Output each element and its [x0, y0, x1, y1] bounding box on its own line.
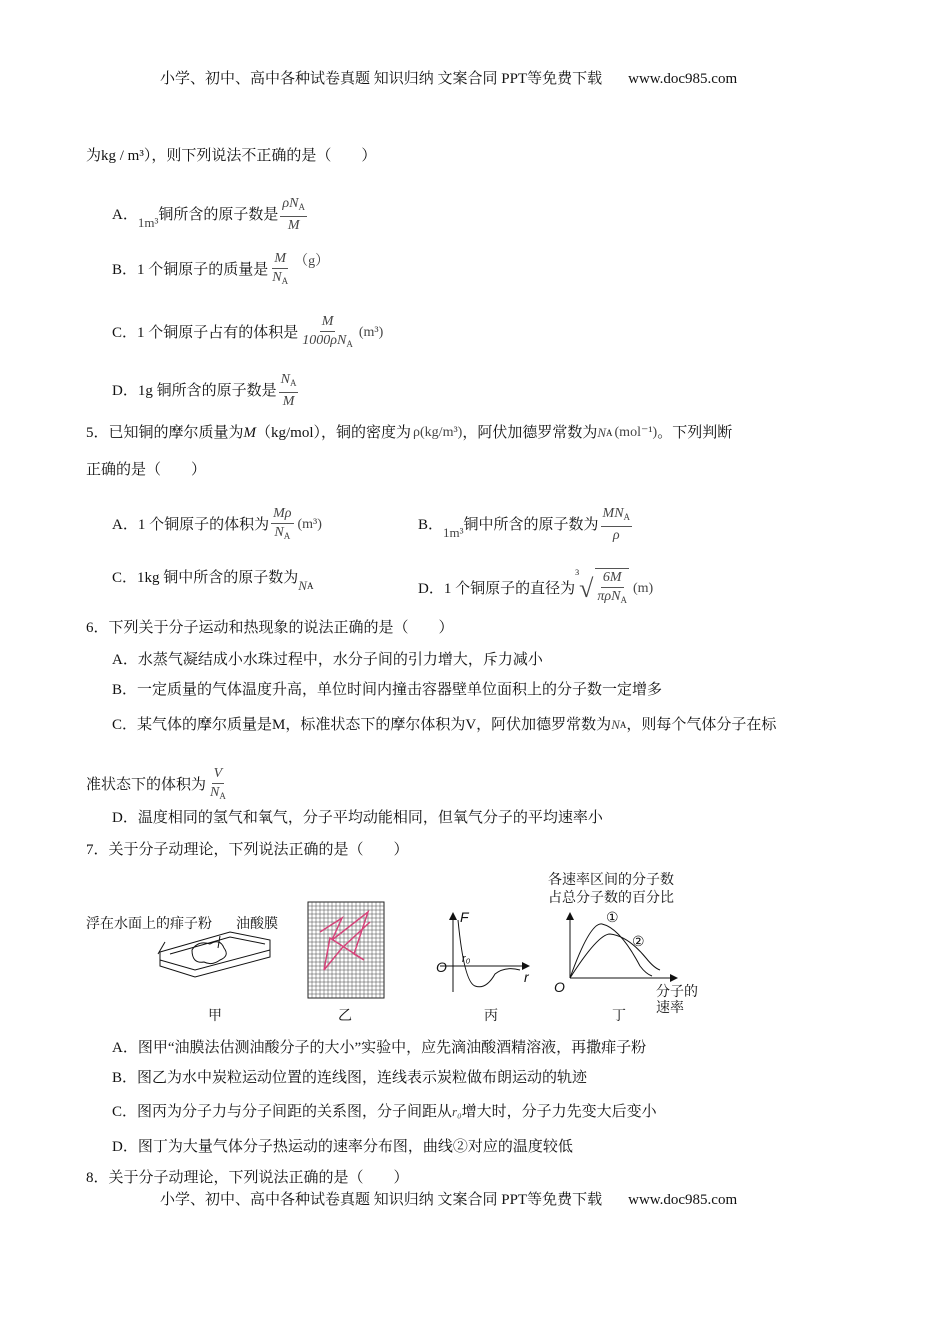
- q6-option-b: B．一定质量的气体温度升高，单位时间内撞击容器壁单位面积上的分子数一定增多: [112, 682, 663, 698]
- q5-option-a: A． 1 个铜原子的体积为 $\frac{M\rho}{N_A}$ (m³): [112, 506, 322, 541]
- page-footer: [160, 1190, 737, 1210]
- svg-text:O: O: [554, 979, 565, 995]
- header-site: www.doc985.com: [628, 71, 738, 87]
- svg-text:丙: 丙: [484, 1007, 498, 1023]
- q5-option-b: B． 1m³ 铜中所含的原子数为 $\frac{MN_A}{\rho}$: [418, 506, 631, 543]
- q4-stem-tail: 为kg / m³），则下列说法不正确的是（ ）: [86, 148, 377, 164]
- q4-option-c: C． 1 个铜原子占有的体积是 $\frac{M}{1000\rho N_A}$ (m³): [112, 314, 384, 349]
- q5-stem-line2: 正确的是（ ）: [86, 462, 207, 478]
- q8-stem: 8．关于分子动理论，下列说法正确的是（ ）: [86, 1170, 409, 1186]
- q6-option-d: D．温度相同的氢气和氧气，分子平均动能相同，但氧气分子的平均速率小: [112, 810, 603, 826]
- svg-text:乙: 乙: [338, 1007, 352, 1023]
- q4-option-d: D． 1g 铜所含的原子数是 $\frac{N_A}{M}$: [112, 372, 297, 409]
- svg-text:①: ①: [606, 909, 619, 925]
- svg-text:O: O: [436, 959, 447, 975]
- q5-option-d: D． 1 个铜原子的直径为 3 √ $\frac{6M}{\pi\rho N_A}$ (m): [418, 568, 653, 609]
- figure-bing: [436, 909, 530, 1023]
- svg-text:分子的: 分子的: [656, 983, 698, 999]
- q7-option-b: B．图乙为水中炭粒运动位置的连线图，连线表示炭粒做布朗运动的轨迹: [112, 1070, 588, 1086]
- q4-option-b: B． 1 个铜原子的质量是 $\frac{M}{N_A}$ （g）: [112, 251, 330, 286]
- q5-option-c: C． 1kg 铜中所含的原子数为 N A: [112, 570, 314, 593]
- q6-stem: 6．下列关于分子运动和热现象的说法正确的是（ ）: [86, 620, 454, 636]
- svg-text:各速率区间的分子数: 各速率区间的分子数: [548, 871, 674, 887]
- q6-option-c: C．某气体的摩尔质量是M，标准状态下的摩尔体积为V，阿伏加德罗常数为 N A ，则每个气体分子在标: [112, 717, 777, 733]
- svg-text:F: F: [460, 909, 469, 925]
- svg-text:油酸膜: 油酸膜: [236, 915, 278, 931]
- q6-option-a: A．水蒸气凝结成小水珠过程中，水分子间的引力增大，斥力减小: [112, 652, 543, 668]
- q7-stem: 7．关于分子动理论，下列说法正确的是（ ）: [86, 842, 409, 858]
- figure-yi: [308, 902, 384, 1023]
- q6-option-c-cont: 准状态下的体积为 $\frac{V}{N_A}$: [86, 766, 226, 801]
- svg-text:占总分子数的百分比: 占总分子数的百分比: [548, 889, 674, 905]
- q5-stem: 5．已知铜的摩尔质量为 M （kg/mol），铜的密度为 ρ(kg/m³) ，阿伏加德罗常数为 N A (mol⁻¹) 。下列判断: [86, 425, 733, 441]
- page-header: [160, 69, 737, 89]
- figure-ding: [548, 871, 698, 1023]
- q7-option-d: D．图丁为大量气体分子热运动的速率分布图，曲线②对应的温度较低: [112, 1139, 573, 1155]
- q7-option-a: A．图甲“油膜法估测油酸分子的大小”实验中，应先滴油酸酒精溶液，再撒痱子粉: [112, 1040, 647, 1056]
- svg-text:丁: 丁: [612, 1007, 626, 1023]
- svg-text:甲: 甲: [208, 1007, 222, 1023]
- svg-text:②: ②: [632, 933, 645, 949]
- q7-option-c: C．图丙为分子力与分子间距的关系图，分子间距从 r₀ 增大时，分子力先变大后变小: [112, 1104, 657, 1120]
- svg-text:r: r: [524, 969, 529, 985]
- footer-text: 小学、初中、高中各种试卷真题 知识归纳 文案合同 PPT等免费下载: [160, 1192, 603, 1208]
- footer-site: www.doc985.com: [628, 1192, 738, 1208]
- header-text: 小学、初中、高中各种试卷真题 知识归纳 文案合同 PPT等免费下载: [160, 71, 603, 87]
- svg-text:速率: 速率: [656, 999, 684, 1015]
- q7-figure: [80, 862, 730, 1032]
- svg-text:r₀: r₀: [462, 953, 471, 965]
- figure-jia: [86, 915, 278, 1023]
- q4-option-a: A． 1m³ 铜所含的原子数是 $\frac{\rho N_A}{M}$: [112, 196, 305, 233]
- svg-text:浮在水面上的痱子粉: 浮在水面上的痱子粉: [86, 915, 212, 931]
